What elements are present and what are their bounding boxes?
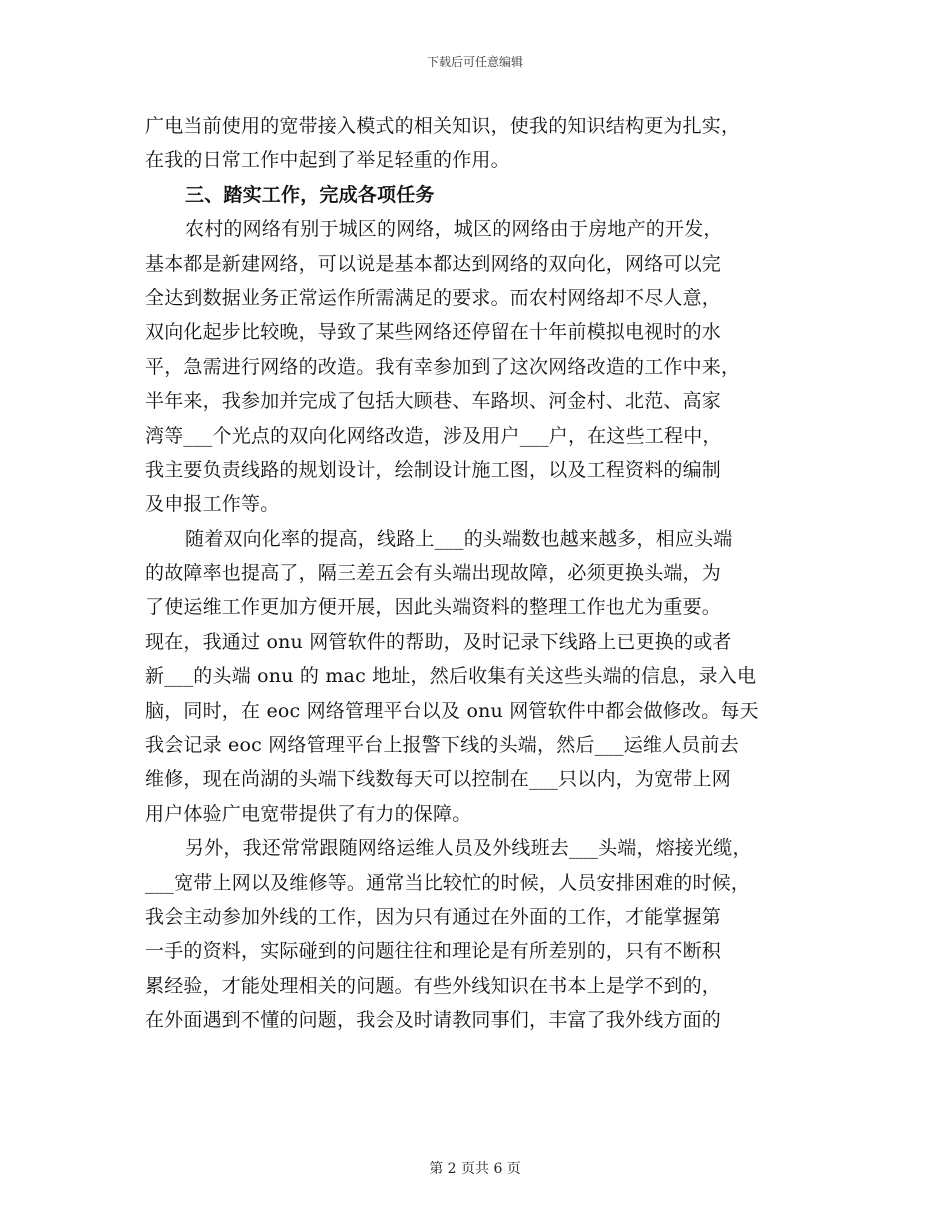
text-line: 我会记录 eoc 网络管理平台上报警下线的头端，然后___运维人员前去 [145,734,739,757]
text-line: 在我的日常工作中起到了举足轻重的作用。 [145,149,510,172]
text-line: 我主要负责线路的规划设计，绘制设计施工图，以及工程资料的编制 [145,458,722,481]
text-line: 另外，我还常常跟随网络运维人员及外线班去___头端，熔接光缆， [185,837,752,860]
text-line: 一手的资料，实际碰到的问题往往和理论是有所差别的，只有不断积 [145,940,722,963]
document-body [145,109,817,1038]
text-line: 湾等___个光点的双向化网络改造，涉及用户___户，在这些工程中， [145,424,722,447]
text-line: 基本都是新建网络，可以说是基本都达到网络的双向化，网络可以完 [145,252,722,275]
text-line: 随着双向化率的提高，线路上___的头端数也越来越多，相应头端 [185,527,733,550]
text-line: 半年来，我参加并完成了包括大顾巷、车路坝、河金村、北范、高家 [145,390,722,413]
text-line: 脑，同时，在 eoc 网络管理平台以及 onu 网管软件中都会做修改。每天 [145,699,759,722]
text-line: 现在，我通过 onu 网管软件的帮助，及时记录下线路上已更换的或者 [145,630,732,653]
section-heading: 三、踏实工作，完成各项任务 [185,183,435,206]
text-line: 农村的网络有别于城区的网络，城区的网络由于房地产的开发， [185,218,723,241]
text-line: 维修，现在尚湖的头端下线数每天可以控制在___只以内，为宽带上网 [145,768,731,791]
text-line: 全达到数据业务正常运作所需满足的要求。而农村网络却不尽人意， [145,286,722,309]
text-line: 在外面遇到不懂的问题，我会及时请教同事们，丰富了我外线方面的 [145,1009,722,1032]
text-line: ___宽带上网以及维修等。通常当比较忙的时候，人员安排困难的时候， [145,871,751,894]
text-line: 新___的头端 onu 的 mac 地址，然后收集有关这些头端的信息，录入电 [145,665,757,688]
text-line: 平，急需进行网络的改造。我有幸参加到了这次网络改造的工作中来， [145,355,741,378]
text-line: 及申报工作等。 [145,493,280,516]
text-line: 用户体验广电宽带提供了有力的保障。 [145,802,472,825]
page-header: 下载后可任意编辑 [426,55,523,69]
page-footer: 第 2 页共 6 页 [429,1161,521,1177]
text-line: 的故障率也提高了，隔三差五会有头端出现故障，必须更换头端，为 [145,562,722,585]
text-line: 了使运维工作更加方便开展，因此头端资料的整理工作也尤为重要。 [145,596,722,619]
text-line: 我会主动参加外线的工作，因为只有通过在外面的工作，才能掌握第 [145,905,722,928]
text-line: 广电当前使用的宽带接入模式的相关知识，使我的知识结构更为扎实， [145,115,741,137]
text-line: 累经验，才能处理相关的问题。有些外线知识在书本上是学不到的， [145,974,722,997]
text-line: 双向化起步比较晚，导致了某些网络还停留在十年前模拟电视时的水 [145,321,722,344]
